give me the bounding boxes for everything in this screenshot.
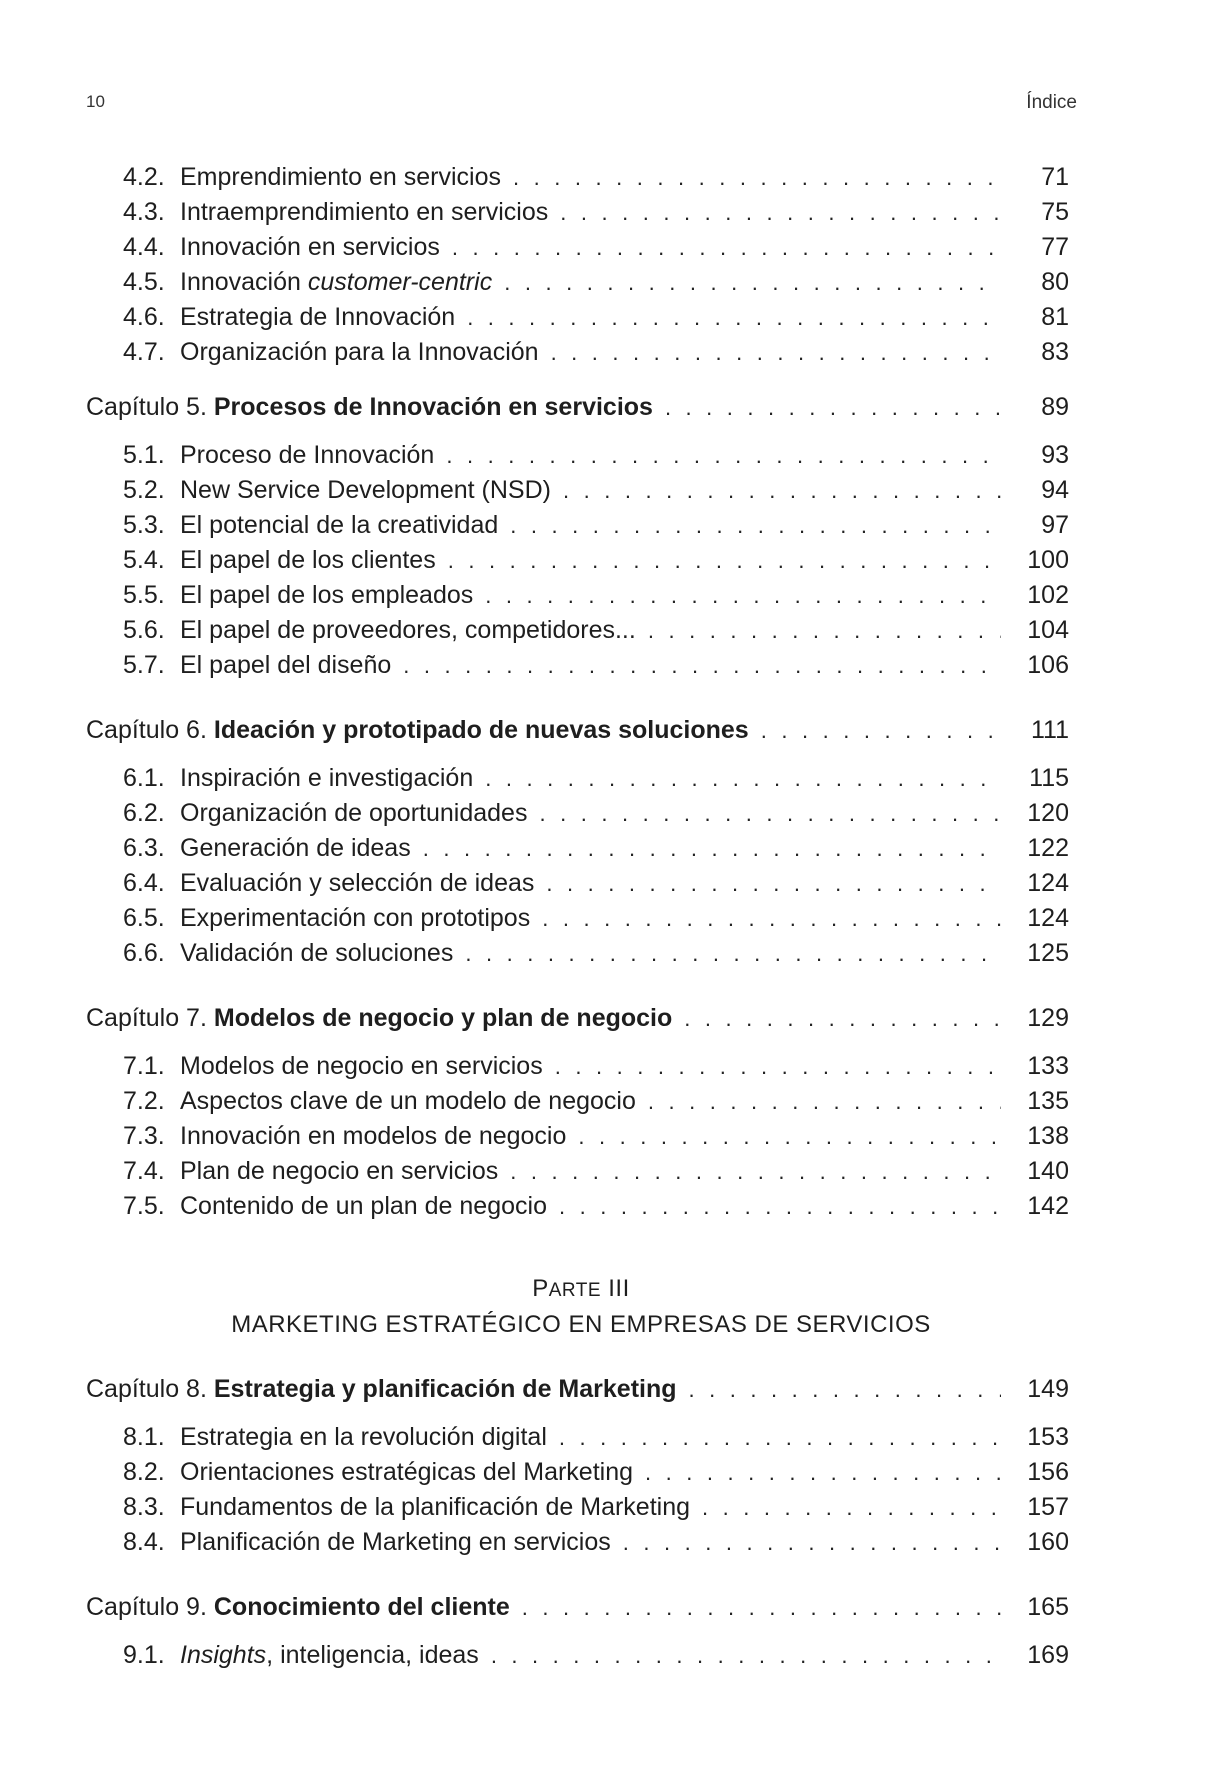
dot-leader (485, 761, 1001, 796)
page-ref: 77 (1041, 233, 1069, 261)
section-number: 5.7. (123, 651, 165, 679)
section-title: El papel de proveedores, competidores... (180, 616, 636, 644)
part-label-smallcaps: ARTE (548, 1280, 602, 1301)
page-ref: 102 (1027, 581, 1069, 609)
section-title: New Service Development (NSD) (180, 476, 551, 504)
toc-entry (86, 230, 1076, 265)
section-number: 8.3. (123, 1493, 165, 1521)
toc-entry (86, 1420, 1076, 1455)
section-number: 6.6. (123, 939, 165, 967)
dot-leader (684, 1001, 1001, 1036)
chapter-heading (86, 713, 749, 748)
toc-entry (86, 438, 1076, 473)
section-title: El papel del diseño (180, 651, 392, 679)
dot-leader (689, 1372, 1001, 1407)
section-title: Estrategia en la revolución digital (180, 1423, 547, 1451)
section-title: El papel de los clientes (180, 546, 436, 574)
section-number: 7.1. (123, 1052, 165, 1080)
dot-leader (510, 1154, 1001, 1189)
toc-entry (86, 1525, 1076, 1560)
section-title: Innovación en servicios (180, 233, 440, 261)
section-number: 8.1. (123, 1423, 165, 1451)
dot-leader (555, 1049, 1001, 1084)
toc-entry (86, 866, 1076, 901)
chapter-title: Estrategia y planificación de Marketing (213, 1375, 677, 1403)
dot-leader (559, 1189, 1001, 1224)
dot-leader (560, 195, 1001, 230)
toc-entry (86, 473, 1076, 508)
toc-entry (86, 1490, 1076, 1525)
section-title: Experimentación con prototipos (180, 904, 531, 932)
page-ref: 71 (1041, 163, 1069, 191)
section-number: 6.3. (123, 834, 165, 862)
section-number: 7.4. (123, 1157, 165, 1185)
section-title: Contenido de un plan de negocio (180, 1192, 547, 1220)
toc-entry (86, 508, 1076, 543)
dot-leader (423, 831, 1001, 866)
toc-entry (86, 1084, 1076, 1119)
dot-leader (648, 613, 1001, 648)
chapter-label: Capítulo 5. (86, 393, 207, 421)
toc-entry (86, 265, 1076, 300)
page-ref: 140 (1027, 1157, 1069, 1185)
chapter-title: Modelos de negocio y plan de negocio (213, 1004, 673, 1032)
chapter-label: Capítulo 9. (86, 1593, 207, 1621)
section-title-text: Innovación (180, 268, 308, 296)
page-ref: 89 (1041, 393, 1069, 421)
section-title: El papel de los empleados (180, 581, 474, 609)
section-title-italic: customer-centric (307, 268, 493, 296)
page-ref: 142 (1027, 1192, 1069, 1220)
toc-entry (86, 1455, 1076, 1490)
dot-leader (563, 473, 1001, 508)
dot-leader (551, 335, 1001, 370)
page-ref: 133 (1027, 1052, 1069, 1080)
section-title: Validación de soluciones (180, 939, 454, 967)
page-ref: 106 (1027, 651, 1069, 679)
dot-leader (465, 936, 1001, 971)
table-of-contents (86, 160, 1076, 1673)
section-title: Proceso de Innovación (180, 441, 435, 469)
dot-leader (522, 1590, 1001, 1625)
toc-entry (86, 1189, 1076, 1224)
page-ref: 80 (1041, 268, 1069, 296)
page-ref: 93 (1041, 441, 1069, 469)
part-label-initial: P (532, 1275, 549, 1302)
page-ref: 135 (1027, 1087, 1069, 1115)
toc-entry (86, 543, 1076, 578)
page-ref: 97 (1041, 511, 1069, 539)
dot-leader (504, 265, 1001, 300)
toc-entry (86, 648, 1076, 683)
section-title: Organización de oportunidades (180, 799, 528, 827)
dot-leader (448, 543, 1001, 578)
toc-entry (86, 195, 1076, 230)
dot-leader (702, 1490, 1001, 1525)
section-number: 7.2. (123, 1087, 165, 1115)
section-number: 4.5. (123, 268, 165, 296)
dot-leader (446, 438, 1001, 473)
dot-leader (542, 901, 1001, 936)
chapter-label: Capítulo 7. (86, 1004, 207, 1032)
section-title: Orientaciones estratégicas del Marketing (180, 1458, 634, 1486)
chapter-title: Procesos de Innovación en servicios (213, 393, 653, 421)
section-number: 8.2. (123, 1458, 165, 1486)
section-title: Inspiración e investigación (180, 764, 474, 792)
section-title: Planificación de Marketing en servicios (180, 1528, 611, 1556)
toc-entry (86, 901, 1076, 936)
chapter-entry (86, 1590, 1076, 1625)
page-ref: 149 (1027, 1375, 1069, 1403)
page-ref: 169 (1027, 1641, 1069, 1669)
chapter-entry (86, 1372, 1076, 1407)
toc-entry (86, 1638, 1076, 1673)
section-number: 5.3. (123, 511, 165, 539)
running-head: Índice (1026, 92, 1077, 113)
page-ref: 100 (1027, 546, 1069, 574)
chapter-heading (86, 1001, 672, 1036)
chapter-heading (86, 1590, 510, 1625)
section-title: El potencial de la creatividad (180, 511, 499, 539)
section-number: 6.4. (123, 869, 165, 897)
dot-leader (559, 1420, 1001, 1455)
section-number: 9.1. (123, 1641, 165, 1669)
section-title: Organización para la Innovación (180, 338, 539, 366)
section-title (180, 265, 492, 300)
toc-entry (86, 831, 1076, 866)
toc-entry (86, 335, 1076, 370)
part-label-number: III (608, 1275, 630, 1302)
toc-entry (86, 613, 1076, 648)
dot-leader (648, 1084, 1001, 1119)
dot-leader (623, 1525, 1001, 1560)
section-number: 7.3. (123, 1122, 165, 1150)
dot-leader (665, 390, 1001, 425)
chapter-title: Conocimiento del cliente (213, 1593, 510, 1621)
toc-entry (86, 300, 1076, 335)
chapter-label: Capítulo 8. (86, 1375, 207, 1403)
page-ref: 111 (1030, 716, 1069, 744)
page-ref: 160 (1027, 1528, 1069, 1556)
section-number: 4.4. (123, 233, 165, 261)
dot-leader (539, 796, 1001, 831)
page-ref: 124 (1027, 904, 1069, 932)
section-number: 5.1. (123, 441, 165, 469)
dot-leader (513, 160, 1001, 195)
toc-entry (86, 1049, 1076, 1084)
dot-leader (761, 713, 1001, 748)
section-title: Evaluación y selección de ideas (180, 869, 535, 897)
chapter-heading (86, 1372, 677, 1407)
chapter-entry (86, 390, 1076, 425)
section-number: 4.3. (123, 198, 165, 226)
toc-entry (86, 160, 1076, 195)
section-number: 6.1. (123, 764, 165, 792)
dot-leader (491, 1638, 1001, 1673)
dot-leader (578, 1119, 1001, 1154)
section-number: 4.6. (123, 303, 165, 331)
page-ref: 165 (1027, 1593, 1069, 1621)
section-title-italic: Insights (180, 1641, 267, 1669)
toc-entry (86, 796, 1076, 831)
section-title: Innovación en modelos de negocio (180, 1122, 567, 1150)
chapter-label: Capítulo 6. (86, 716, 207, 744)
section-title: Intraemprendimiento en servicios (180, 198, 549, 226)
page-ref: 81 (1041, 303, 1069, 331)
section-title: Fundamentos de la planificación de Marketing (180, 1493, 691, 1521)
section-number: 5.6. (123, 616, 165, 644)
page-ref: 157 (1027, 1493, 1069, 1521)
section-number: 5.4. (123, 546, 165, 574)
page-ref: 122 (1027, 834, 1069, 862)
page-header (86, 92, 1077, 116)
dot-leader (510, 508, 1001, 543)
dot-leader (546, 866, 1001, 901)
dot-leader (452, 230, 1001, 265)
section-title: Generación de ideas (180, 834, 411, 862)
toc-entry (86, 1154, 1076, 1189)
page-ref: 138 (1027, 1122, 1069, 1150)
part-label (86, 1272, 1076, 1308)
section-number: 6.2. (123, 799, 165, 827)
page-ref: 83 (1041, 338, 1069, 366)
toc-entry (86, 1119, 1076, 1154)
part-heading (86, 1272, 1076, 1342)
chapter-entry (86, 1001, 1076, 1036)
section-number: 4.2. (123, 163, 165, 191)
page-ref: 120 (1027, 799, 1069, 827)
page-ref: 129 (1027, 1004, 1069, 1032)
page-ref: 125 (1027, 939, 1069, 967)
section-title: Modelos de negocio en servicios (180, 1052, 543, 1080)
section-number: 5.2. (123, 476, 165, 504)
toc-entry (86, 578, 1076, 613)
page-ref: 75 (1041, 198, 1069, 226)
section-number: 4.7. (123, 338, 165, 366)
section-title: Aspectos clave de un modelo de negocio (180, 1087, 636, 1115)
part-title: MARKETING ESTRATÉGICO EN EMPRESAS DE SERVICIOS (231, 1311, 931, 1338)
section-number: 8.4. (123, 1528, 165, 1556)
dot-leader (403, 648, 1001, 683)
chapter-entry (86, 713, 1076, 748)
page-ref: 115 (1029, 764, 1069, 792)
chapter-title: Ideación y prototipado de nuevas soluciones (213, 716, 749, 744)
page-ref: 94 (1041, 476, 1069, 504)
chapter-heading (86, 390, 653, 425)
page-ref: 104 (1027, 616, 1069, 644)
section-title-text: , inteligencia, ideas (266, 1641, 479, 1669)
section-number: 5.5. (123, 581, 165, 609)
section-title: Estrategia de Innovación (180, 303, 456, 331)
section-title (180, 1638, 479, 1673)
page-ref: 156 (1027, 1458, 1069, 1486)
section-title: Emprendimiento en servicios (180, 163, 501, 191)
page-ref: 124 (1027, 869, 1069, 897)
toc-entry (86, 761, 1076, 796)
dot-leader (645, 1455, 1001, 1490)
page-number: 10 (86, 92, 105, 111)
dot-leader (485, 578, 1001, 613)
section-number: 7.5. (123, 1192, 165, 1220)
section-number: 6.5. (123, 904, 165, 932)
section-title: Plan de negocio en servicios (180, 1157, 499, 1185)
dot-leader (467, 300, 1001, 335)
toc-entry (86, 936, 1076, 971)
page-ref: 153 (1027, 1423, 1069, 1451)
